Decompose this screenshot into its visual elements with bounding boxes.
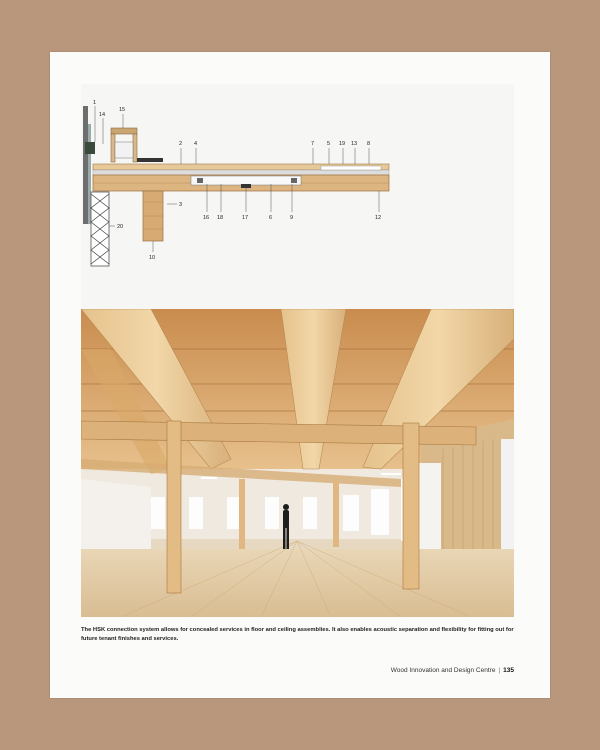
callout-18: 18 [217,215,224,221]
page-number: 135 [503,667,514,674]
callout-3: 3 [179,202,183,208]
page-footer [391,667,514,674]
callout-13: 13 [351,141,358,147]
callout-12: 12 [375,215,382,221]
callout-2: 2 [179,141,183,147]
book-page [50,52,550,698]
callout-10: 10 [149,255,156,261]
callout-17: 17 [242,215,249,221]
interior-photo [81,309,514,617]
figure-caption: The HSK connection system allows for concealed services in floor and ceiling assemblies. It also enables acoustic separation and flexibility for fitting out for future tenant finishes and services. [81,627,514,642]
callout-14: 14 [99,112,106,118]
callout-1: 1 [93,100,97,106]
publication-title: Wood Innovation and Design Centre [390,667,496,674]
footer-separator: | [498,667,501,674]
callout-20: 20 [117,224,124,230]
callout-5: 5 [327,141,331,147]
callout-7: 7 [311,141,315,147]
callout-4: 4 [194,141,198,147]
callout-9: 9 [290,215,294,221]
callout-6: 6 [269,215,273,221]
callout-19: 19 [339,141,346,147]
callout-8: 8 [367,141,371,147]
callout-15: 15 [119,107,126,113]
section-detail-drawing [81,84,514,310]
callout-16: 16 [203,215,210,221]
